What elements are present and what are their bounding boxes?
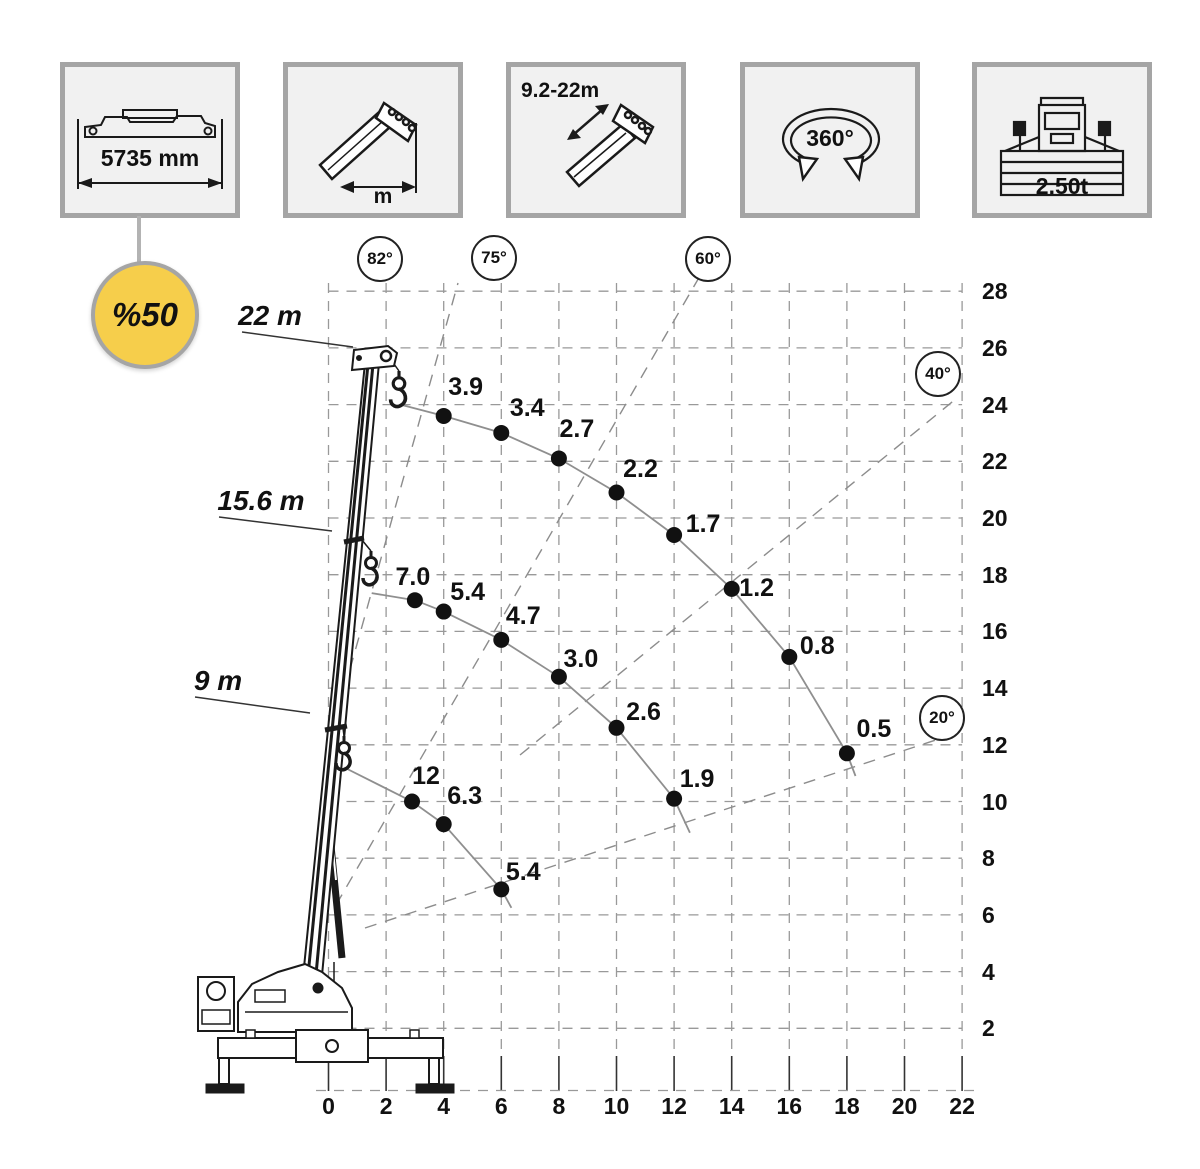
x-axis-label: 8 bbox=[552, 1093, 566, 1119]
load-value-label: 5.4 bbox=[505, 858, 541, 887]
load-value-label: 0.8 bbox=[799, 631, 835, 660]
y-axis-label: 20 bbox=[982, 505, 1008, 531]
y-axis-label: 8 bbox=[982, 845, 995, 872]
x-axis-label: 20 bbox=[891, 1093, 918, 1119]
load-value-label: 1.2 bbox=[739, 573, 775, 602]
load-value-label: 7.0 bbox=[395, 563, 431, 592]
x-axis-label: 4 bbox=[437, 1093, 451, 1119]
load-value-label: 0.5 bbox=[856, 715, 892, 744]
data-point bbox=[609, 484, 625, 500]
x-axis-label: 18 bbox=[834, 1093, 860, 1119]
x-axis-label: 12 bbox=[661, 1093, 687, 1119]
x-axis-label: 10 bbox=[603, 1093, 630, 1119]
data-point bbox=[407, 592, 423, 608]
load-value-label: 12 bbox=[412, 761, 440, 790]
load-value-label: 1.9 bbox=[679, 764, 715, 793]
angle-badge-60: 60° bbox=[685, 236, 731, 282]
data-point bbox=[436, 408, 452, 424]
radius-unit-label: m bbox=[373, 185, 393, 208]
load-value-label: 6.3 bbox=[447, 782, 483, 811]
x-axis-label: 22 bbox=[949, 1093, 975, 1119]
y-axis-label: 24 bbox=[982, 391, 1008, 418]
load-value-label: 2.2 bbox=[623, 455, 658, 484]
x-axis-label: 14 bbox=[718, 1093, 745, 1119]
angle-badge-20: 20° bbox=[919, 695, 965, 741]
chart-grid bbox=[316, 283, 974, 1091]
data-point bbox=[839, 745, 855, 761]
x-axis-label: 16 bbox=[776, 1093, 803, 1119]
data-point bbox=[493, 632, 509, 648]
percent-50-badge: %50 bbox=[91, 261, 199, 369]
angle-badge-82: 82° bbox=[357, 236, 403, 282]
data-point bbox=[436, 816, 452, 832]
load-value-label: 1.7 bbox=[685, 510, 721, 538]
y-axis-label: 28 bbox=[982, 278, 1008, 305]
data-point bbox=[404, 794, 420, 810]
boom-length-label-15-6m: 15.6 m bbox=[217, 485, 305, 516]
y-axis-label: 12 bbox=[982, 731, 1008, 758]
y-axis-label: 4 bbox=[982, 958, 995, 985]
slewing-label: 360° bbox=[806, 125, 854, 151]
load-value-label: 3.4 bbox=[509, 393, 545, 422]
y-axis-label: 6 bbox=[982, 901, 995, 928]
boom-label-pointers bbox=[195, 332, 353, 713]
angle-badge-40: 40° bbox=[915, 351, 961, 397]
x-axis-label: 2 bbox=[379, 1093, 393, 1119]
boom-length-label-22m: 22 m bbox=[238, 300, 302, 331]
y-axis-label: 10 bbox=[982, 788, 1008, 815]
crane-drawing bbox=[198, 346, 454, 1093]
boom-range-label: 9.2-22m bbox=[521, 79, 600, 102]
load-value-label: 2.7 bbox=[559, 415, 595, 444]
load-value-label: 2.6 bbox=[626, 697, 661, 726]
x-axis-label: 0 bbox=[322, 1093, 335, 1119]
boom-angle-fan-lines bbox=[333, 262, 957, 928]
load-value-label: 3.0 bbox=[563, 644, 599, 673]
load-value-label: 5.4 bbox=[450, 577, 486, 606]
load-value-label: 4.7 bbox=[505, 601, 541, 630]
overall-length-label: 5735 mm bbox=[100, 145, 200, 171]
y-axis-label: 16 bbox=[982, 618, 1008, 645]
data-point bbox=[493, 425, 509, 441]
y-axis-label: 18 bbox=[982, 561, 1008, 588]
x-axis-label: 6 bbox=[494, 1093, 508, 1119]
y-axis-label: 2 bbox=[982, 1015, 995, 1042]
y-axis-label: 22 bbox=[982, 448, 1008, 475]
load-value-label: 3.9 bbox=[448, 372, 484, 401]
data-point bbox=[551, 450, 567, 466]
y-axis-label: 14 bbox=[982, 675, 1008, 702]
boom-length-label-9m: 9 m bbox=[193, 665, 243, 696]
y-axis-label: 26 bbox=[982, 334, 1008, 361]
capacity-label: 2.50t bbox=[1035, 173, 1089, 199]
angle-badge-75: 75° bbox=[471, 235, 517, 281]
